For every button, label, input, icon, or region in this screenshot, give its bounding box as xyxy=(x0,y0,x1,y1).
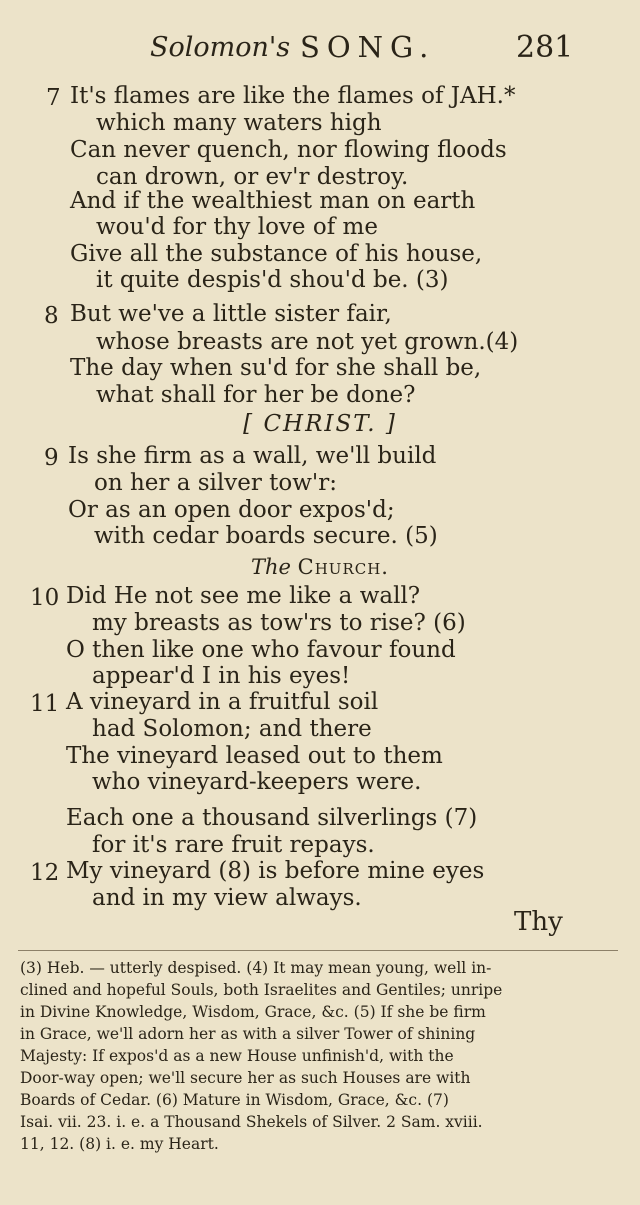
footnote-line: Door-way open; we'll secure her as such Houses are with xyxy=(20,1069,471,1087)
verse-line: Can never quench, nor flowing floods xyxy=(70,137,507,163)
verse-line: My vineyard (8) is before mine eyes xyxy=(66,858,485,884)
verse-number: 12 xyxy=(30,860,60,886)
verse-line: The vineyard leased out to them xyxy=(66,743,443,769)
verse-line: on her a silver tow'r: xyxy=(94,470,337,496)
running-title: Solomon's xyxy=(150,32,291,63)
verse-line: Is she firm as a wall, we'll build xyxy=(68,443,437,469)
verse-number: 11 xyxy=(30,691,60,717)
verse-line: who vineyard-keepers were. xyxy=(92,769,422,795)
verse-line: and in my view always. xyxy=(92,885,362,911)
verse-line: wou'd for thy love of me xyxy=(96,214,378,240)
footnote-line: 11, 12. (8) i. e. my Heart. xyxy=(20,1135,219,1153)
verse-line: it quite despis'd shou'd be. (3) xyxy=(96,267,449,293)
verse-line: Each one a thousand silverlings (7) xyxy=(66,805,478,831)
verse-line: Did He not see me like a wall? xyxy=(66,583,421,609)
verse-line: with cedar boards secure. (5) xyxy=(94,523,438,549)
verse-line: And if the wealthiest man on earth xyxy=(70,188,476,214)
verse-number: 10 xyxy=(30,585,60,611)
speaker-heading-christ: [ CHRIST. ] xyxy=(243,411,397,437)
verse-line: The day when su'd for she shall be, xyxy=(70,355,482,381)
catchword: Thy xyxy=(514,907,563,937)
verse-line: had Solomon; and there xyxy=(92,716,372,742)
verse-line: my breasts as tow'rs to rise? (6) xyxy=(92,610,466,636)
speaker-heading-church xyxy=(0,553,640,581)
verse-line: appear'd I in his eyes! xyxy=(92,663,351,689)
verse-line: for it's rare fruit repays. xyxy=(92,832,375,858)
verse-line: which many waters high xyxy=(96,110,382,136)
verse-number: 9 xyxy=(44,445,59,471)
footnote-line: Boards of Cedar. (6) Mature in Wisdom, Grace, &c. (7) xyxy=(20,1091,449,1109)
verse-line: what shall for her be done? xyxy=(96,382,416,408)
speaker-name: Church. xyxy=(297,555,389,579)
footnote-line: (3) Heb. — utterly despised. (4) It may mean young, well in- xyxy=(20,959,492,977)
verse-number: 7 xyxy=(46,85,61,111)
verse-number: 8 xyxy=(44,303,59,329)
verse-line: whose breasts are not yet grown.(4) xyxy=(96,329,519,355)
verse-line: It's flames are like the flames of JAH.* xyxy=(70,83,516,109)
verse-line: Or as an open door expos'd; xyxy=(68,497,395,523)
footnote-line: Isai. vii. 23. i. e. a Thousand Shekels of Silver. 2 Sam. xviii. xyxy=(20,1113,483,1131)
footnote-line: in Grace, we'll adorn her as with a silver Tower of shining xyxy=(20,1025,476,1043)
footnote-line: clined and hopeful Souls, both Israelites and Gentiles; unripe xyxy=(20,981,503,999)
verse-line: A vineyard in a fruitful soil xyxy=(66,689,379,715)
footnote-rule xyxy=(18,950,618,951)
footnote-line: in Divine Knowledge, Wisdom, Grace, &c. (5) If she be firm xyxy=(20,1003,486,1021)
verse-line: can drown, or ev'r destroy. xyxy=(96,164,409,190)
verse-line: Give all the substance of his house, xyxy=(70,241,483,267)
speaker-article: The xyxy=(251,555,291,579)
verse-line: But we've a little sister fair, xyxy=(70,301,392,327)
verse-line: O then like one who favour found xyxy=(66,637,456,663)
page-number: 281 xyxy=(516,30,574,65)
running-header xyxy=(0,30,640,70)
footnote-line: Majesty: If expos'd as a new House unfinish'd, with the xyxy=(20,1047,454,1065)
section-title: SONG. xyxy=(300,30,436,64)
